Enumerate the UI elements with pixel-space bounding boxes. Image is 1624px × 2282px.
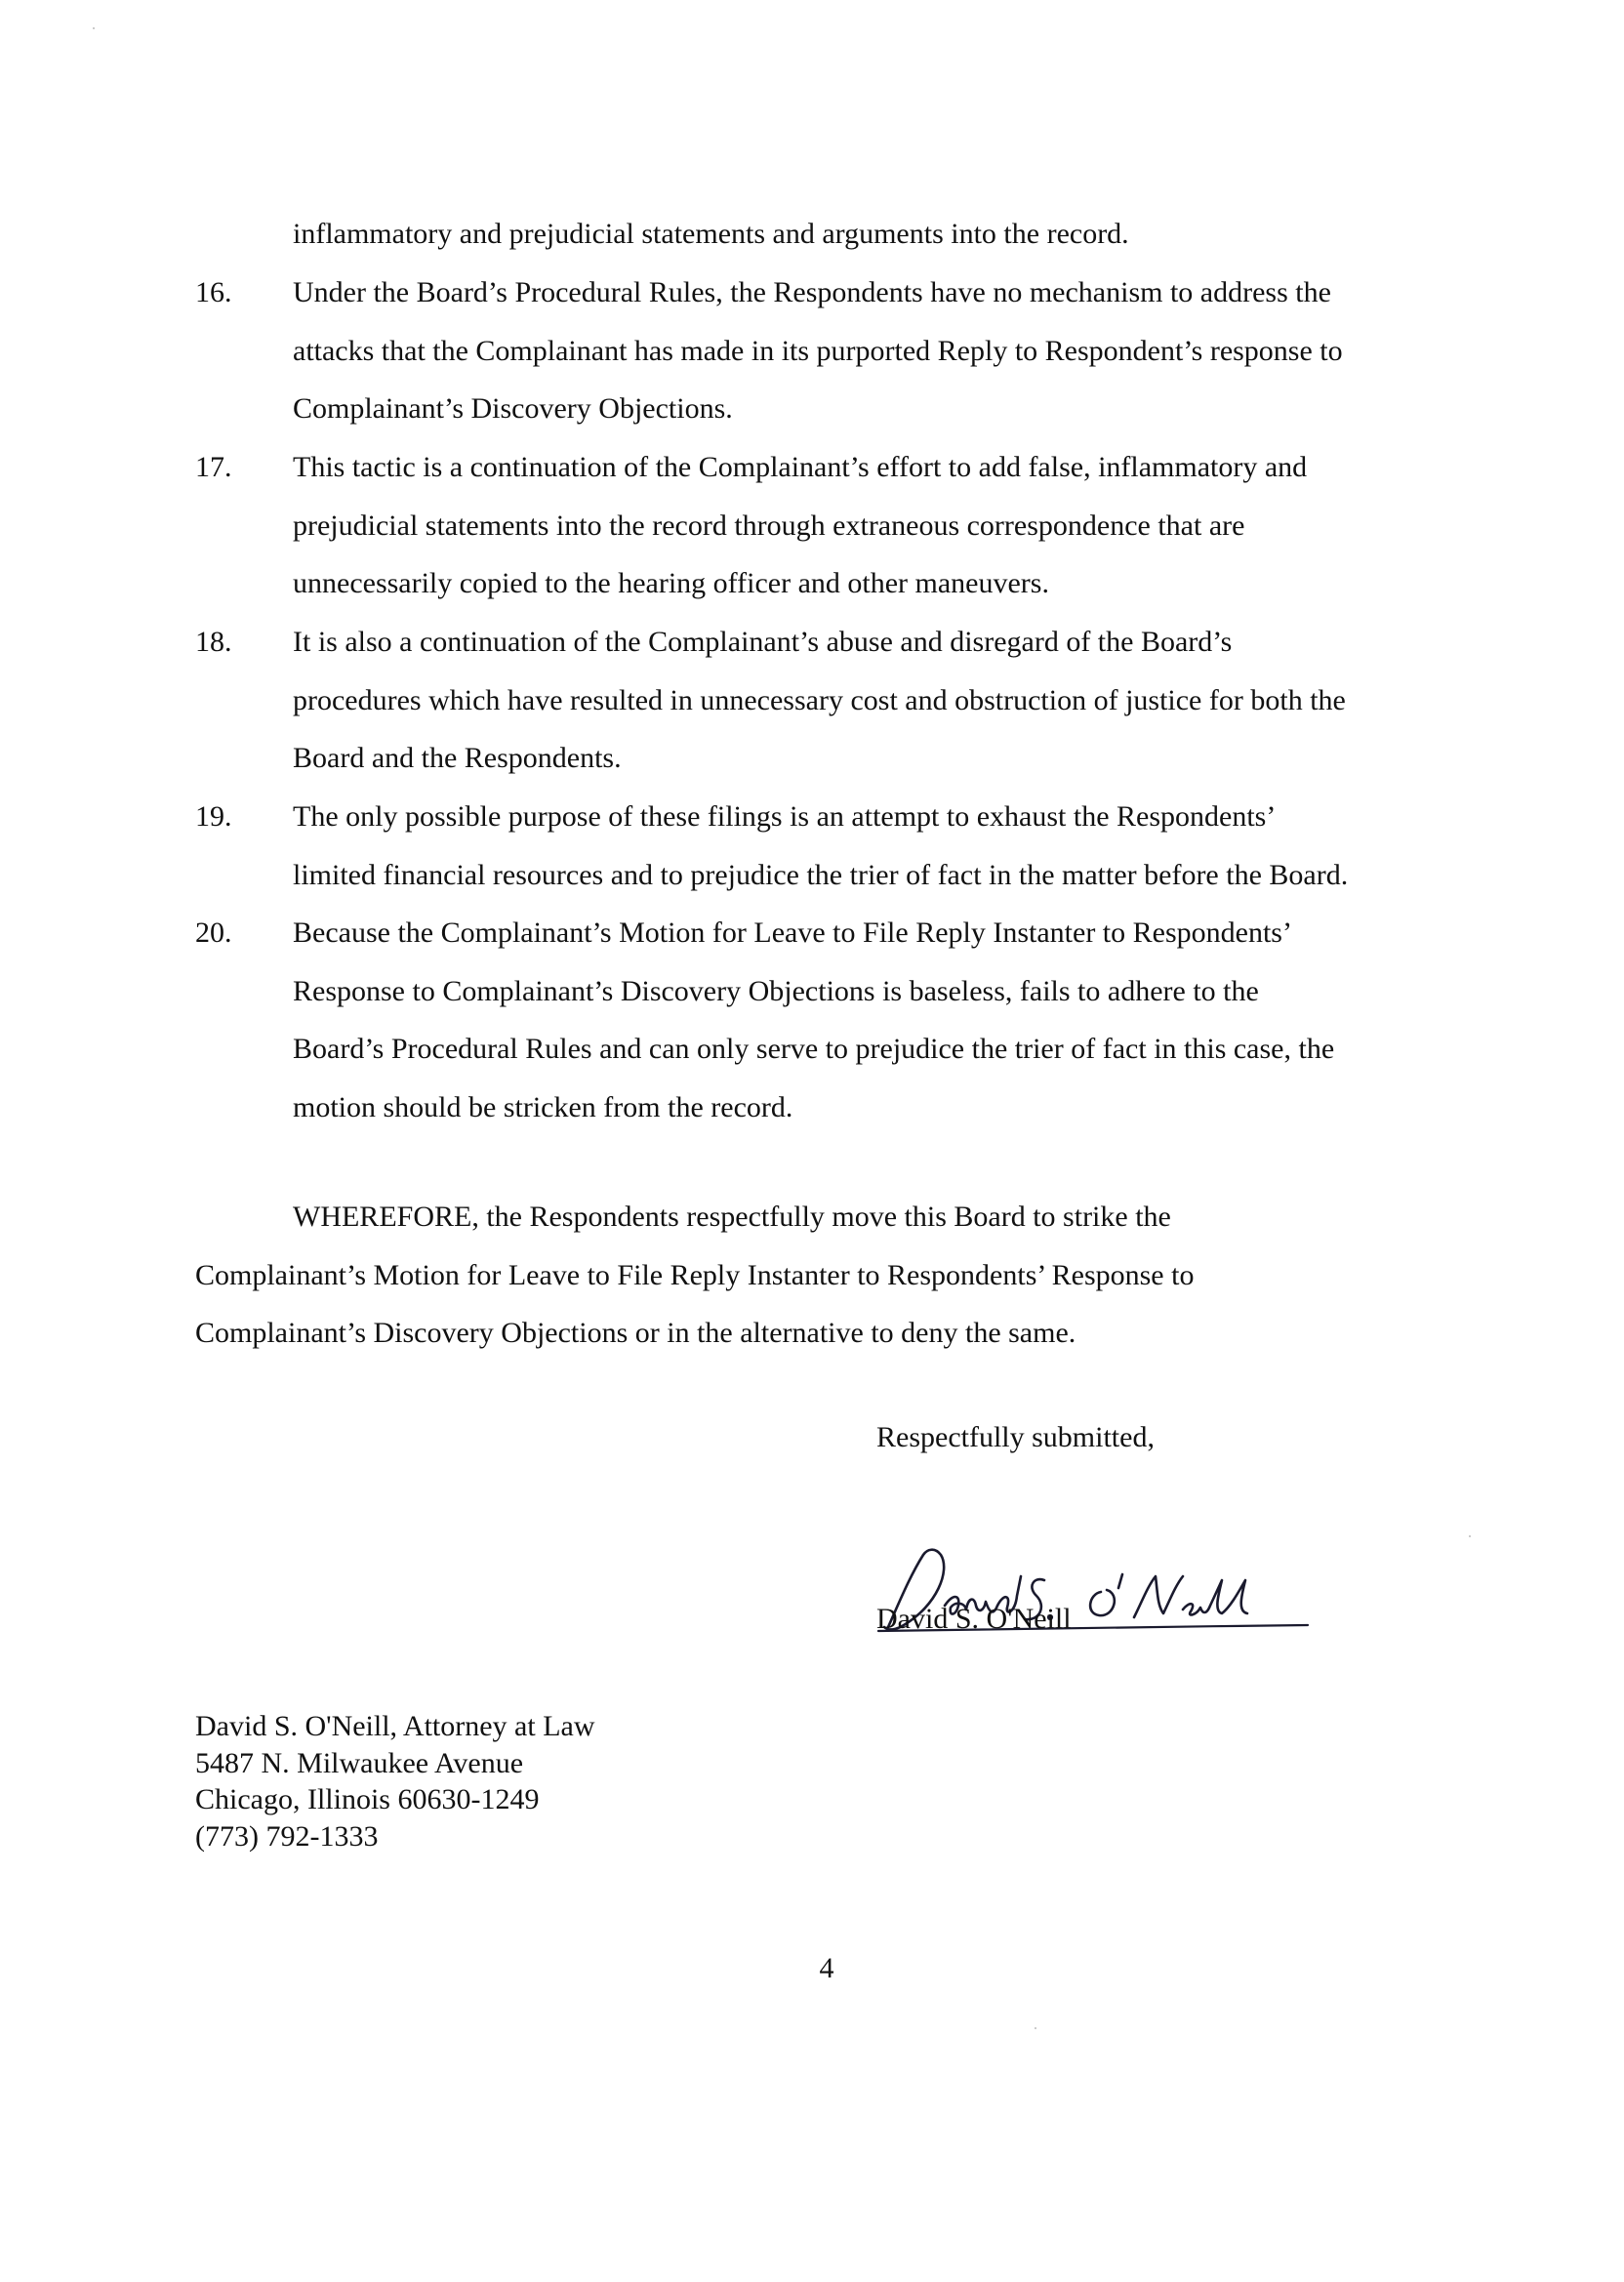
closing-line-3: Complainant’s Discovery Objections or in the alternative to deny the same. (195, 1317, 1076, 1349)
paragraph-line: This tactic is a continuation of the Complainant’s effort to add false, inflammatory and (293, 451, 1308, 483)
paragraph-line: prejudicial statements into the record through extraneous correspondence that are (293, 509, 1245, 542)
closing-line-2: Complainant’s Motion for Leave to File Reply Instanter to Respondents’ Response to (195, 1258, 1195, 1291)
paragraph-line: The only possible purpose of these filings is an attempt to exhaust the Respondents’ (293, 800, 1277, 833)
address-line: 5487 N. Milwaukee Avenue (195, 1746, 524, 1779)
scan-speck (93, 27, 95, 29)
paragraph-line: Response to Complainant’s Discovery Objections is baseless, fails to adhere to the (293, 974, 1259, 1007)
paragraph-line: Under the Board’s Procedural Rules, the Respondents have no mechanism to address the (293, 276, 1331, 308)
paragraph-line: motion should be stricken from the record. (293, 1090, 793, 1123)
paragraph-line: limited financial resources and to prejudice the trier of fact in the matter before the Board. (293, 858, 1349, 891)
scan-speck (1469, 1535, 1471, 1537)
paragraph-line: Board and the Respondents. (293, 742, 622, 774)
address-line: Chicago, Illinois 60630-1249 (195, 1783, 540, 1815)
paragraph-line: It is also a continuation of the Complainant’s abuse and disregard of the Board’s (293, 626, 1233, 658)
attorney-address (195, 1708, 595, 1854)
paragraph-number: 20. (195, 917, 232, 949)
paragraph-line: Because the Complainant’s Motion for Leave to File Reply Instanter to Respondents’ (293, 917, 1292, 949)
paragraph-line: unnecessarily copied to the hearing officer and other maneuvers. (293, 567, 1049, 599)
paragraph-line: procedures which have resulted in unnecessary cost and obstruction of justice for both the (293, 683, 1346, 716)
paragraph-number: 16. (195, 276, 232, 308)
paragraph-line: Board’s Procedural Rules and can only serve to prejudice the trier of fact in this case, the (293, 1033, 1335, 1065)
printed-name: David S. O'Neill (876, 1603, 1072, 1635)
paragraph-line: attacks that the Complainant has made in its purported Reply to Respondent’s response to (293, 334, 1343, 367)
scan-speck (1035, 2027, 1036, 2029)
closing-line-1: WHEREFORE, the Respondents respectfully move this Board to strike the (293, 1201, 1171, 1233)
address-line: David S. O'Neill, Attorney at Law (195, 1710, 595, 1742)
paragraph-number: 19. (195, 800, 232, 833)
respectfully-submitted: Respectfully submitted, (876, 1421, 1155, 1453)
page-number: 4 (819, 1952, 834, 1984)
paragraph-number: 17. (195, 451, 232, 483)
address-line: (773) 792-1333 (195, 1819, 379, 1853)
continuation-line: inflammatory and prejudicial statements and arguments into the record. (293, 218, 1129, 250)
paragraph-line: Complainant’s Discovery Objections. (293, 392, 733, 425)
paragraph-number: 18. (195, 626, 232, 658)
